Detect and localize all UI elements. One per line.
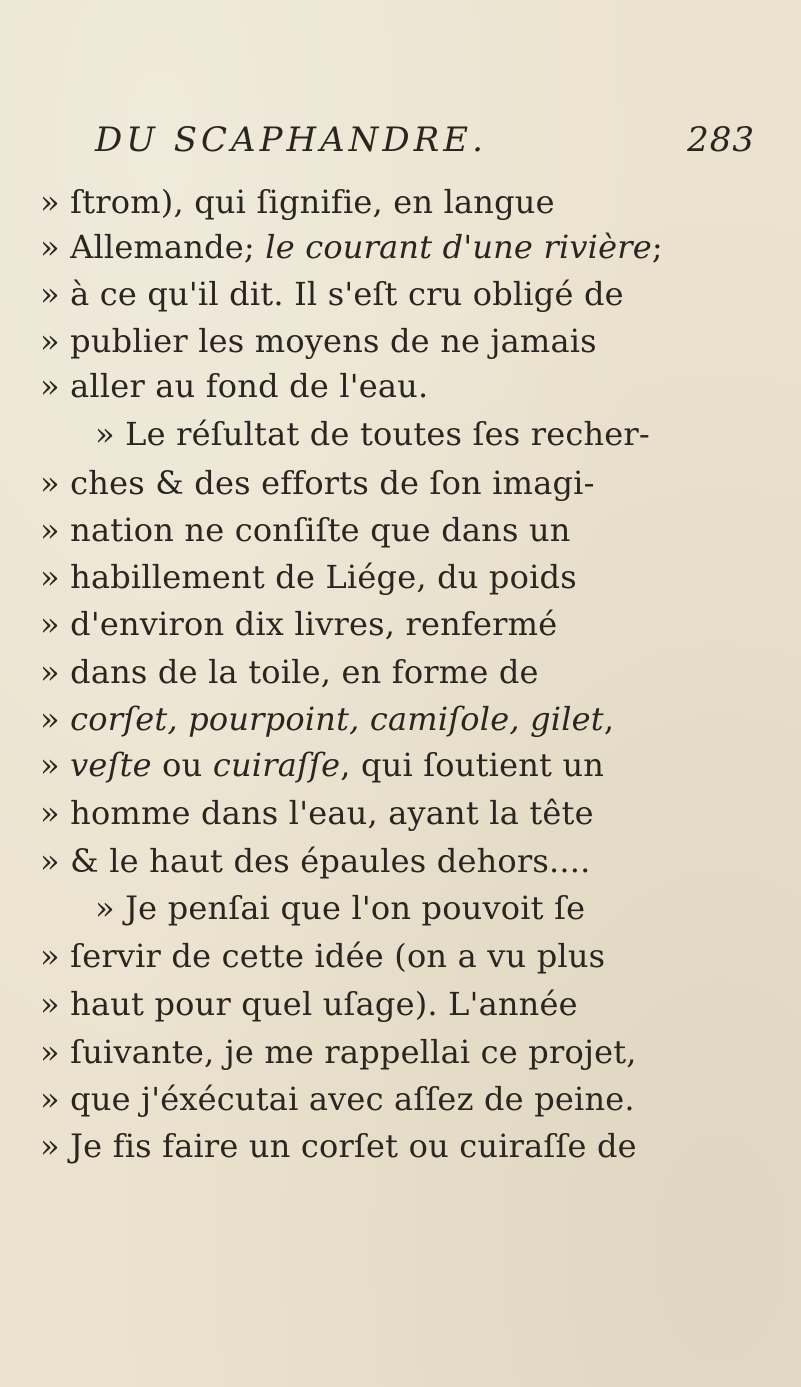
text-line (40, 270, 624, 318)
text-run: » (40, 558, 71, 596)
running-header (95, 120, 755, 170)
text-run: » (40, 700, 71, 738)
text-run: ou (151, 746, 213, 784)
text-run: » (40, 275, 71, 313)
text-run: ; (651, 228, 663, 266)
text-run: » (95, 889, 126, 927)
text-run: » (40, 653, 71, 691)
text-line (40, 932, 605, 980)
text-line (40, 695, 614, 743)
text-run: Je penſai que l'on pouvoit ſe (125, 889, 586, 927)
text-run: » (40, 605, 71, 643)
text-line (40, 789, 594, 837)
text-line (40, 980, 578, 1028)
text-run: Le réſultat de toutes ſes recher- (125, 415, 650, 453)
text-run: aller au fond de l'eau. (70, 367, 429, 405)
text-run: » (40, 228, 71, 266)
text-line (40, 317, 597, 365)
text-run: » (40, 1033, 71, 1071)
text-run: » (95, 415, 126, 453)
text-line (40, 178, 555, 226)
text-run: homme dans l'eau, ayant la tête (70, 794, 594, 832)
text-line (40, 223, 663, 271)
text-run: publier les moyens de ne jamais (70, 322, 597, 360)
text-run: » (40, 794, 71, 832)
text-run: » (40, 746, 71, 784)
text-run: » (40, 511, 71, 549)
text-run: ſervir de cette idée (on a vu plus (70, 937, 606, 975)
text-line (40, 837, 590, 885)
text-run: » (40, 842, 71, 880)
italic-run: le courant d'une rivière (265, 228, 652, 266)
text-run: Allemande; (70, 228, 266, 266)
text-run: ſtrom), qui ſignifie, en langue (70, 183, 555, 221)
italic-run: cuiraſſe (212, 746, 341, 784)
text-run: ches & des efforts de ſon imagi- (70, 464, 595, 502)
running-title: DU SCAPHANDRE. (95, 120, 487, 160)
text-run: » (40, 183, 71, 221)
text-line (40, 600, 557, 648)
text-run: , qui ſoutient un (340, 746, 605, 784)
text-line (40, 1075, 635, 1123)
text-run: habillement de Liége, du poids (70, 558, 577, 596)
page-number: 283 (687, 120, 755, 160)
text-line (40, 362, 428, 410)
text-run: » (40, 937, 71, 975)
text-run: Je fis faire un corſet ou cuiraſſe de (70, 1127, 637, 1165)
text-line (40, 506, 571, 554)
text-run: ſuivante, je me rappellai ce projet, (70, 1033, 637, 1071)
text-run: haut pour quel uſage). L'année (70, 985, 578, 1023)
text-line (40, 741, 604, 789)
italic-run: veſte (70, 746, 152, 784)
text-run: dans de la toile, en forme de (70, 653, 539, 691)
text-run: » (40, 985, 71, 1023)
text-run: que j'éxécutai avec aſſez de peine. (70, 1080, 635, 1118)
text-line (40, 648, 539, 696)
text-run: , (603, 700, 615, 738)
text-run: » (40, 367, 71, 405)
text-run: nation ne conſiſte que dans un (70, 511, 571, 549)
text-run: à ce qu'il dit. Il s'eſt cru obligé de (70, 275, 624, 313)
text-line (40, 459, 595, 507)
text-line (40, 553, 577, 601)
text-run: » (40, 1080, 71, 1118)
text-run: » (40, 322, 71, 360)
text-run: » (40, 1127, 71, 1165)
text-line (40, 1028, 637, 1076)
text-run: & le haut des épaules dehors.... (70, 842, 591, 880)
text-run: d'environ dix livres, renfermé (70, 605, 558, 643)
text-run: » (40, 464, 71, 502)
text-line (95, 410, 650, 458)
text-line (40, 1122, 637, 1170)
text-line (95, 884, 585, 932)
italic-run: corſet, pourpoint, camiſole, gilet (70, 700, 604, 738)
